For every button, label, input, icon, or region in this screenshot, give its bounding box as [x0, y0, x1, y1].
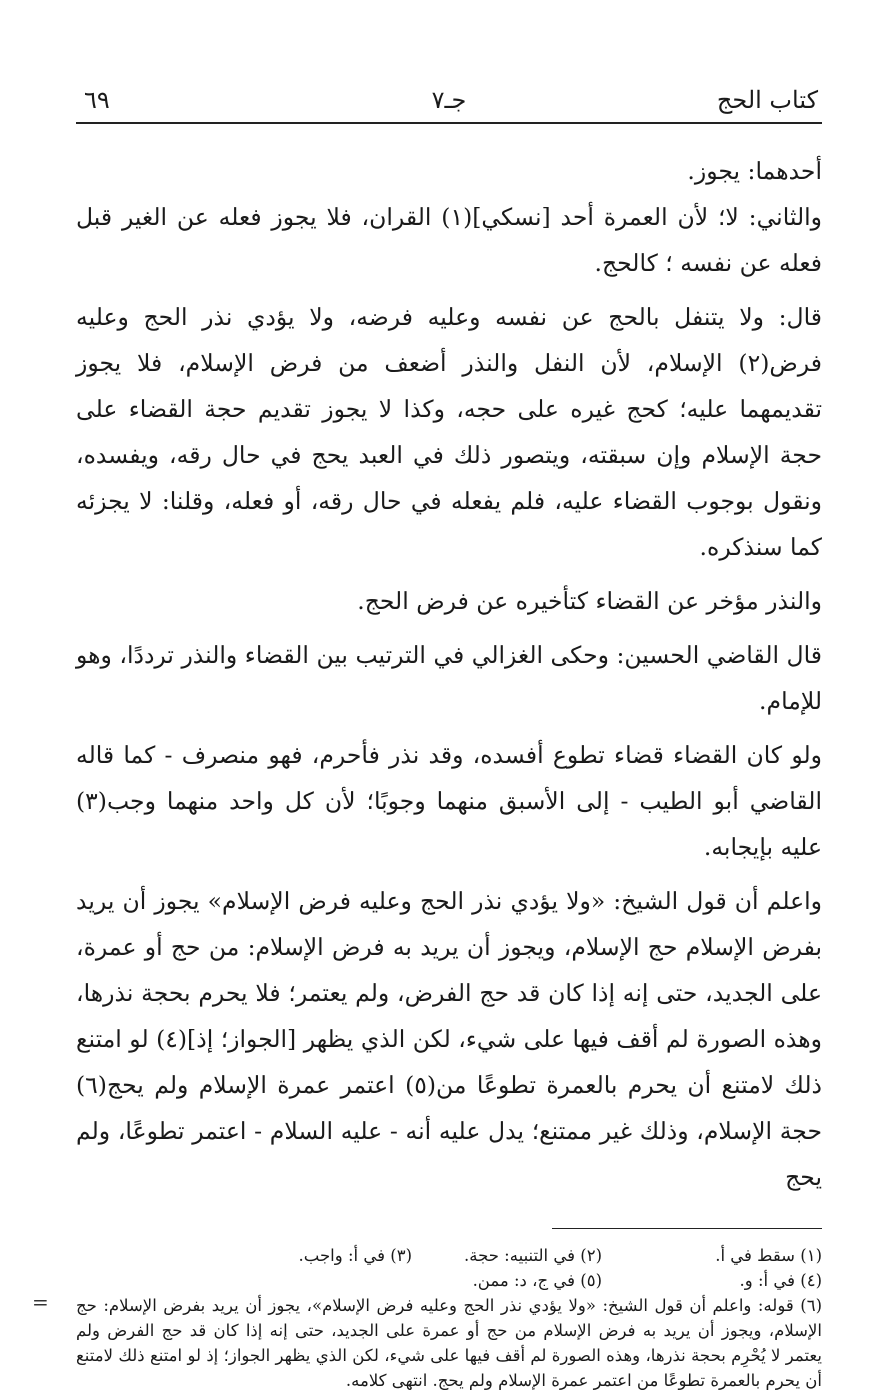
paragraph: ولو كان القضاء قضاء تطوع أفسده، وقد نذر فأحرم، فهو منصرف - كما قاله القاضي أبو الطيب - إلى الأسبق منهما وجوبًا؛ لأن كل واحد منهما وجب(٣) عليه بإيجابه.: [76, 741, 822, 861]
paragraph: والثاني: لا؛ لأن العمرة أحد [نسكي](١) القران، فلا يجوز فعله عن الغير قبل فعله عن نفسه ؛ كالحج.: [76, 203, 822, 277]
book-page: [76, 78, 822, 1393]
footnote-row: [76, 1243, 822, 1268]
footnote: (٤) في أ: و.: [739, 1271, 822, 1290]
page-number: ٦٩: [84, 86, 110, 114]
volume-label: جـ٧: [431, 86, 467, 114]
footnote-row: [76, 1268, 822, 1293]
footnote-separator: [552, 1228, 822, 1229]
paragraph: قال: ولا يتنفل بالحج عن نفسه وعليه فرضه، ولا يؤدي نذر الحج وعليه فرض(٢) الإسلام، لأن النفل والنذر أضعف من فرض الإسلام، فلا يجوز تقديمهما عليه؛ كحج غيره على حجه، وكذا لا يجوز تقديم حجة القضاء على حجة الإسلام وإن سبقته، ويتصور ذلك في العبد يحج في حال رقه، ويفسده، ونقول بوجوب القضاء عليه، فلم يفعله في حال رقه، أو فعله، وقلنا: لا يجزئه كما سنذكره.: [76, 303, 822, 561]
running-title: كتاب الحج: [716, 86, 818, 114]
footnote: (٦) قوله: واعلم أن قول الشيخ: «ولا يؤدي نذر الحج وعليه فرض الإسلام»، يجوز أن يريد بفرض الإسلام: حج الإسلام، ويجوز أن يريد به فرض الإسلام من حج أو عمرة على الجديد، حتى إنه إذا كان قد حج الفرض ولم يعتمر لا يُحْرِم بحجة نذرها، وهذه الصورة لم أقف فيها على شيء، لكن الذي يظهر الجواز؛ إذ لو امتنع ذلك لامتنع أن يحرم بالعمرة تطوعًا من اعتمر عمرة الإسلام ولم يحج. انتهى كلامه.: [76, 1296, 822, 1390]
footnotes: [76, 1243, 822, 1393]
margin-mark: =: [32, 1290, 49, 1314]
main-text: [76, 148, 822, 1200]
page-header: [76, 78, 822, 124]
footnote: (٣) في أ: واجب.: [298, 1246, 412, 1265]
footnote: (٢) في التنبيه: حجة.: [464, 1246, 602, 1265]
paragraph: والنذر مؤخر عن القضاء كتأخيره عن فرض الحج.: [357, 587, 822, 615]
footnote: (١) سقط في أ.: [715, 1246, 822, 1265]
paragraph: واعلم أن قول الشيخ: «ولا يؤدي نذر الحج وعليه فرض الإسلام» يجوز أن يريد بفرض الإسلام حج الإسلام، ويجوز أن يريد به فرض الإسلام: من حج أو عمرة، على الجديد، حتى إنه إذا كان قد حج الفرض، ولم يعتمر؛ فلا يحرم بحجة نذرها، وهذه الصورة لم أقف فيها على شيء، لكن الذي يظهر [الجواز؛ إذ](٤) لو امتنع ذلك لامتنع أن يحرم بالعمرة تطوعًا من(٥) اعتمر عمرة الإسلام ولم يحج(٦) حجة الإسلام، وذلك غير ممتنع؛ يدل عليه أنه - عليه السلام - اعتمر تطوعًا، ولم يحج: [76, 887, 822, 1191]
paragraph: قال القاضي الحسين: وحكى الغزالي في الترتيب بين القضاء والنذر ترددًا، وهو للإمام.: [76, 641, 822, 715]
footnote: (٥) في ج، د: ممن.: [472, 1271, 602, 1290]
paragraph: أحدهما: يجوز.: [687, 157, 822, 185]
